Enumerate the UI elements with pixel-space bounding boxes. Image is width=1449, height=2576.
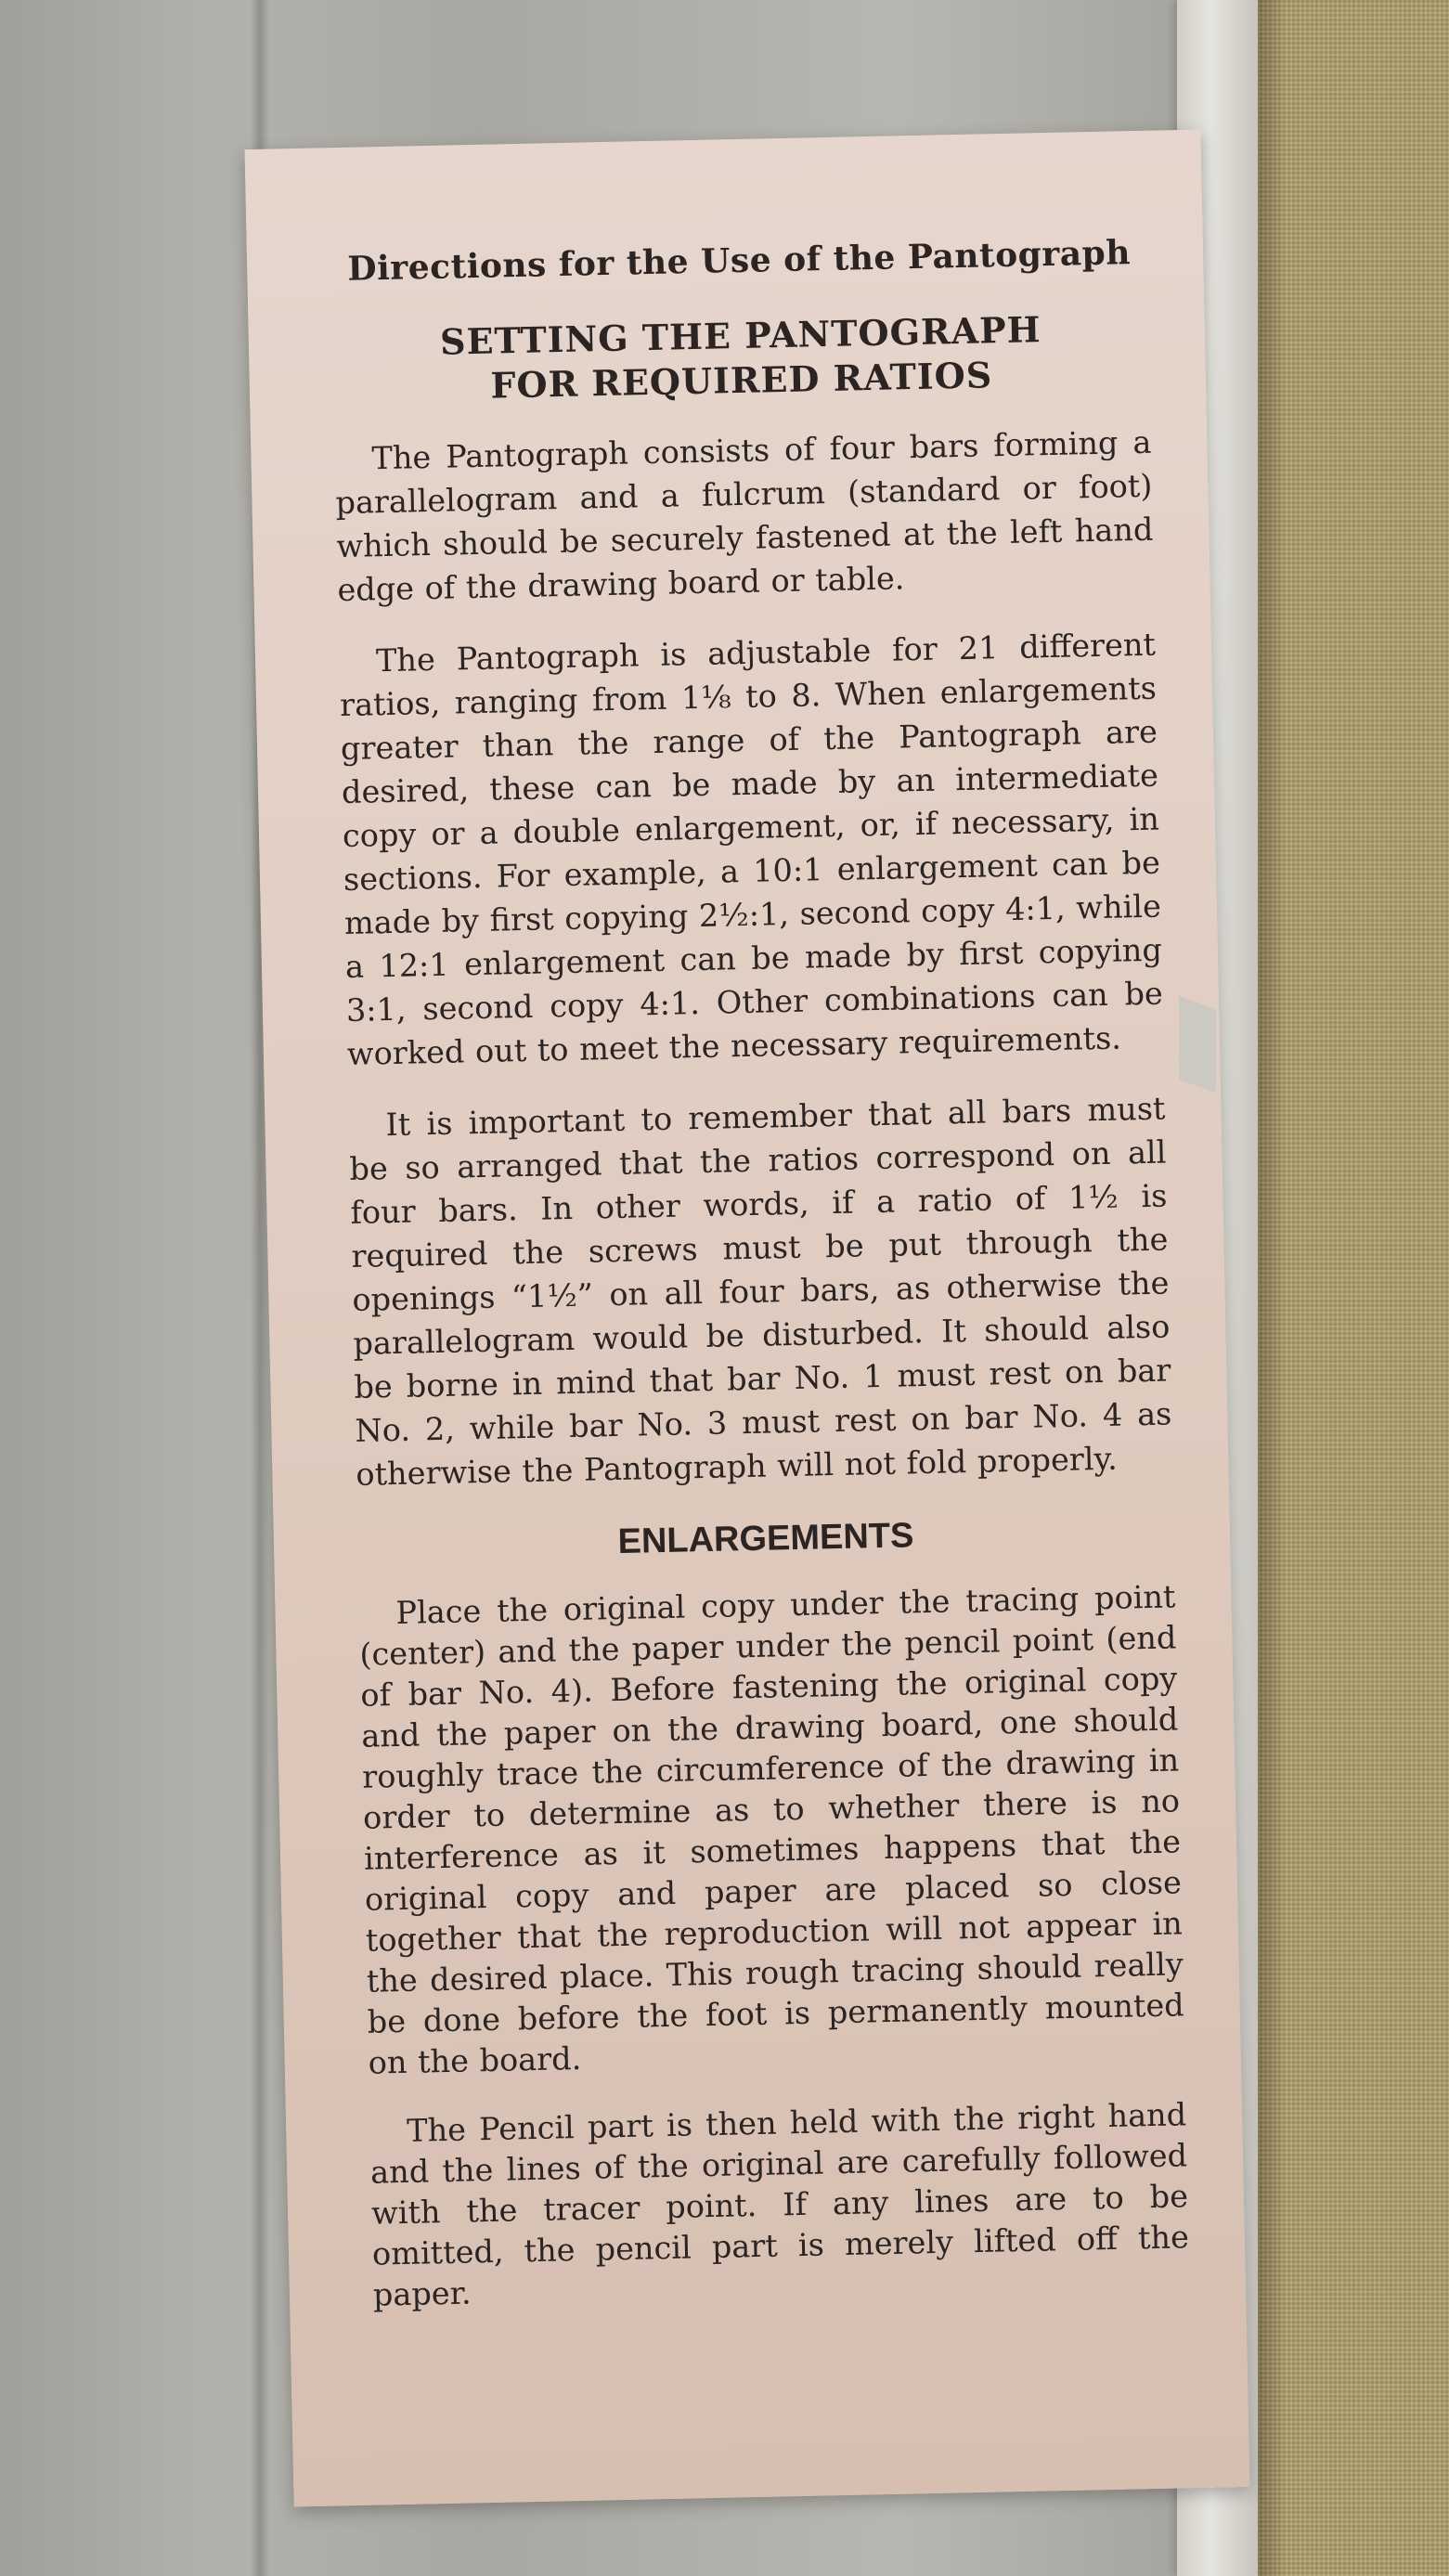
section-heading-line-1: SETTING THE PANTOGRAPH — [439, 308, 1042, 363]
section-heading-line-2: FOR REQUIRED RATIOS — [490, 354, 993, 407]
paragraph-ratios: The Pantograph is adjustable for 21 different ratios, ranging from 1⅛ to 8. When enlargements greater than the range of the Pantograph are desired, these can be made by an intermediate copy or a double enlargement, or, if necessary, in sections. For example, a 10:1 enlargement can be made by first copying 2½:1, second copy 4:1, while a 12:1 enlargement can be made by first copying 3:1, second copy 4:1. Other combinations can be worked out to meet the necessary requirements. — [339, 626, 1164, 1072]
instruction-leaflet — [245, 129, 1250, 2506]
section-heading-enlargements: ENLARGEMENTS — [617, 1516, 914, 1561]
cloth-fold-shadow — [1258, 0, 1286, 2576]
paragraph-construction: The Pantograph consists of four bars forming a parallelogram and a fulcrum (standard or foot) which should be securely fastened at the left hand edge of the drawing board or table. — [335, 423, 1154, 609]
section-heading-ratios — [331, 305, 1150, 411]
linen-cloth-cover — [1258, 0, 1449, 2576]
document-title: Directions for the Use of the Pantograph — [346, 233, 1132, 289]
paragraph-placement: Place the original copy under the tracing point (center) and the paper under the pencil point (end of bar No. 4). Before fastening the original copy and the paper on the drawing board, one should roughly trace the circumference of the drawing in order to determine as to whether there is no interference as it sometimes happens that the original copy and paper are placed so close together that the reproduction will not appear in the desired place. This rough tracing should really be done before the foot is permanently mounted on the board. — [359, 1578, 1185, 2081]
torn-edge — [1179, 996, 1216, 1094]
paragraph-bar-arrangement: It is important to remember that all bars must be so arranged that the ratios correspond on all four bars. In other words, if a ratio of 1½ is required the screws must be put through the openings “1½” on all four bars, as otherwise the parallelogram would be disturbed. It should also be borne in mind that bar No. 1 must rest on bar No. 2, while bar No. 3 must rest on bar No. 4 as otherwise the Pantograph will not fold properly. — [349, 1090, 1172, 1493]
paragraph-tracing: The Pencil part is then held with the right hand and the lines of the original are carefully followed with the tracer point. If any lines are to be omitted, the pencil part is merely lifted off the paper. — [369, 2096, 1190, 2313]
